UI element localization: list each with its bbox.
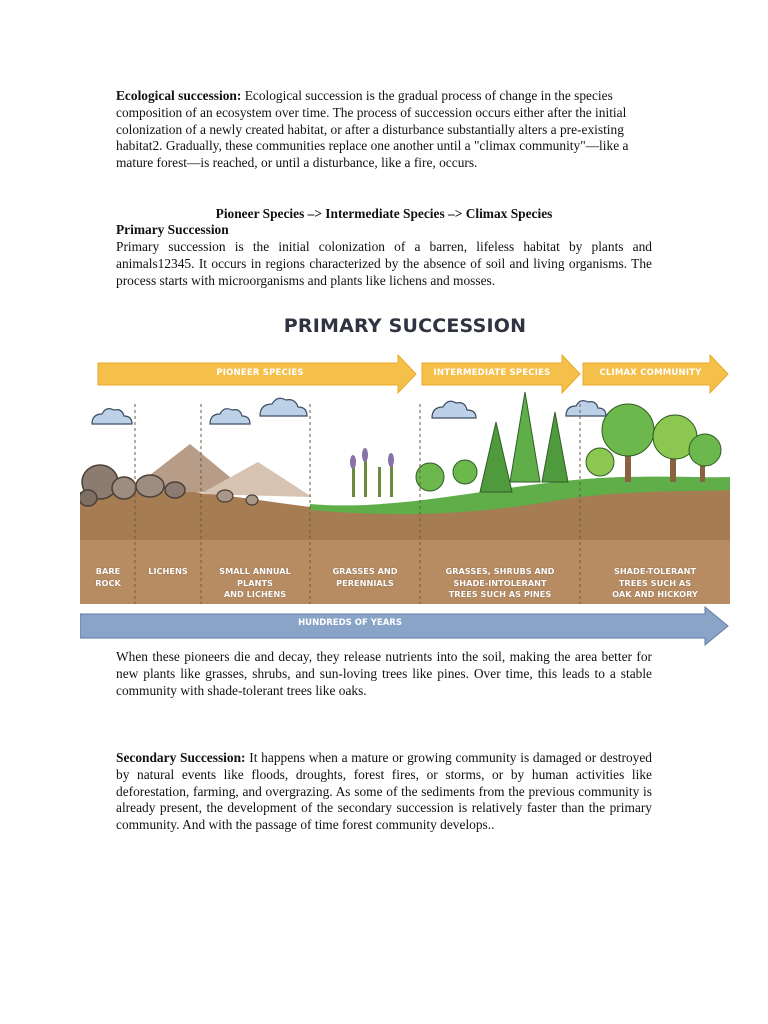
climax-label: CLIMAX COMMUNITY [599,368,702,378]
stage-lichens: LICHENS [148,566,188,576]
stage-bare-rock: BARE ROCK [95,566,121,588]
intro-paragraph [116,88,652,172]
secondary-text: It happens when a mature or growing community is damaged or destroyed by natural events like floods, droughts, forest fires, or storms, or by human activities like deforestation, farming, and overgrazing. As some of the sediments from the previous community is already present, the development of the secondary succession is relatively faster than the primary community. And with the passage of time forest community develops.. [116,750,652,833]
stage-grasses: GRASSES AND PERENNIALS [332,566,398,588]
infographic-title: PRIMARY SUCCESSION [283,315,527,337]
pioneer-label: PIONEER SPECIES [216,368,304,378]
stage-small-annual: SMALL ANNUAL PLANTS AND LICHENS [219,566,291,599]
grass-plants [350,448,394,497]
primary-paragraph: Primary succession is the initial colonization of a barren, lifeless habitat by plants and animals12345. It occurs in regions characterized by the absence of soil and living organisms. The process starts with microorganisms and plants like lichens and mosses. [116,239,652,288]
intro-text: Ecological succession is the gradual process of change in the species composition of an ecosystem over time. The process of succession occurs either after the initial colonization of a newly created habitat, or after a disturbance substantially alters a pre-existing habitat2. Gradually, these communities replace one another until a "climax community"—like a mature forest—is reached, or until a disturbance, like a fire, occurs. [116,88,629,171]
secondary-term: Secondary Succession: [116,750,246,765]
intermediate-label: INTERMEDIATE SPECIES [433,368,551,378]
secondary-paragraph [116,750,652,834]
primary-succession-infographic [80,312,730,647]
after-paragraph: When these pioneers die and decay, they release nutrients into the soil, making the area better for new plants like grasses, shrubs, and sun-loving trees like pines. Over time, this leads to a stable community with shade-tolerant trees like oaks. [116,649,652,698]
succession-flow-line: Pioneer Species –> Intermediate Species –> Climax Species [215,206,553,221]
primary-succession-heading: Primary Succession [116,222,229,237]
intro-term: Ecological succession: [116,88,242,103]
stage-shrubs-pines: GRASSES, SHRUBS AND SHADE-INTOLERANT TREES SUCH AS PINES [445,566,555,599]
stage-shade-tolerant: SHADE-TOLERANT TREES SUCH AS OAK AND HICKORY [612,566,698,599]
time-axis-label: HUNDREDS OF YEARS [298,618,402,628]
